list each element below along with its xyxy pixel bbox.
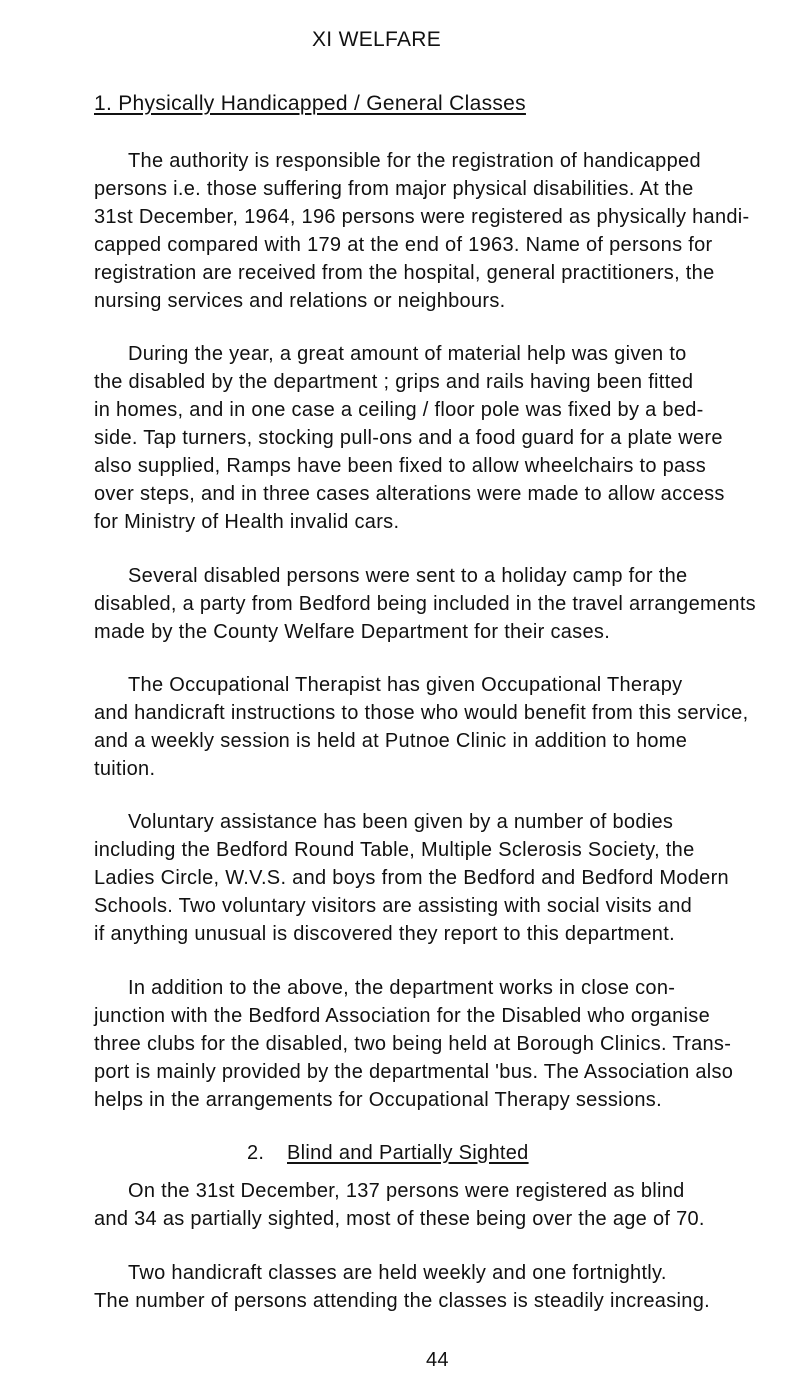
paragraph-line: and handicraft instructions to those who would benefit from this service, bbox=[94, 702, 749, 724]
paragraph-line: and 34 as partially sighted, most of these being over the age of 70. bbox=[94, 1208, 705, 1230]
paragraph-line: In addition to the above, the department works in close con- bbox=[128, 977, 676, 999]
paragraph-line: also supplied, Ramps have been fixed to allow wheelchairs to pass bbox=[94, 455, 707, 477]
paragraph-line: 31st December, 1964, 196 persons were registered as physically handi- bbox=[94, 206, 750, 228]
paragraph-line: tuition. bbox=[94, 758, 156, 780]
paragraph-line: junction with the Bedford Association for the Disabled who organise bbox=[94, 1005, 711, 1027]
paragraph-line: persons i.e. those suffering from major physical disabilities. At the bbox=[94, 178, 694, 200]
paragraph-line: side. Tap turners, stocking pull-ons and a food guard for a plate were bbox=[94, 427, 723, 449]
paragraph-line: capped compared with 179 at the end of 1963. Name of persons for bbox=[94, 234, 713, 256]
paragraph-line: Voluntary assistance has been given by a number of bodies bbox=[128, 811, 674, 833]
section-2-heading: Blind and Partially Sighted bbox=[287, 1142, 529, 1164]
paragraph-line: over steps, and in three cases alterations were made to allow access bbox=[94, 483, 725, 505]
paragraph-line: helps in the arrangements for Occupational Therapy sessions. bbox=[94, 1089, 662, 1111]
paragraph-line: port is mainly provided by the departmental 'bus. The Association also bbox=[94, 1061, 734, 1083]
paragraph-line: in homes, and in one case a ceiling / floor pole was fixed by a bed- bbox=[94, 399, 704, 421]
paragraph-line: nursing services and relations or neighbours. bbox=[94, 290, 506, 312]
paragraph-line: and a weekly session is held at Putnoe Clinic in addition to home bbox=[94, 730, 688, 752]
page-title: XI WELFARE bbox=[312, 28, 442, 51]
paragraph-line: On the 31st December, 137 persons were registered as blind bbox=[128, 1180, 685, 1202]
paragraph-line: if anything unusual is discovered they report to this department. bbox=[94, 923, 675, 945]
section-1-heading: 1. Physically Handicapped / General Classes bbox=[94, 92, 526, 115]
paragraph-line: the disabled by the department ; grips and rails having been fitted bbox=[94, 371, 694, 393]
paragraph-line: During the year, a great amount of material help was given to bbox=[128, 343, 687, 365]
paragraph-line: Two handicraft classes are held weekly and one fortnightly. bbox=[128, 1262, 667, 1284]
paragraph-line: Several disabled persons were sent to a holiday camp for the bbox=[128, 565, 688, 587]
paragraph-line: Ladies Circle, W.V.S. and boys from the Bedford and Bedford Modern bbox=[94, 867, 729, 889]
paragraph-line: Schools. Two voluntary visitors are assisting with social visits and bbox=[94, 895, 693, 917]
page-number: 44 bbox=[426, 1349, 449, 1371]
paragraph-line: for Ministry of Health invalid cars. bbox=[94, 511, 400, 533]
paragraph-line: The authority is responsible for the registration of handicapped bbox=[128, 150, 701, 172]
paragraph-line: three clubs for the disabled, two being held at Borough Clinics. Trans- bbox=[94, 1033, 732, 1055]
paragraph-line: The Occupational Therapist has given Occupational Therapy bbox=[128, 674, 683, 696]
section-2-number: 2. bbox=[247, 1142, 265, 1164]
paragraph-line: made by the County Welfare Department for their cases. bbox=[94, 621, 611, 643]
paragraph-line: including the Bedford Round Table, Multiple Sclerosis Society, the bbox=[94, 839, 695, 861]
paragraph-line: The number of persons attending the classes is steadily increasing. bbox=[94, 1290, 710, 1312]
paragraph-line: registration are received from the hospital, general practitioners, the bbox=[94, 262, 715, 284]
paragraph-line: disabled, a party from Bedford being included in the travel arrangements bbox=[94, 593, 756, 615]
